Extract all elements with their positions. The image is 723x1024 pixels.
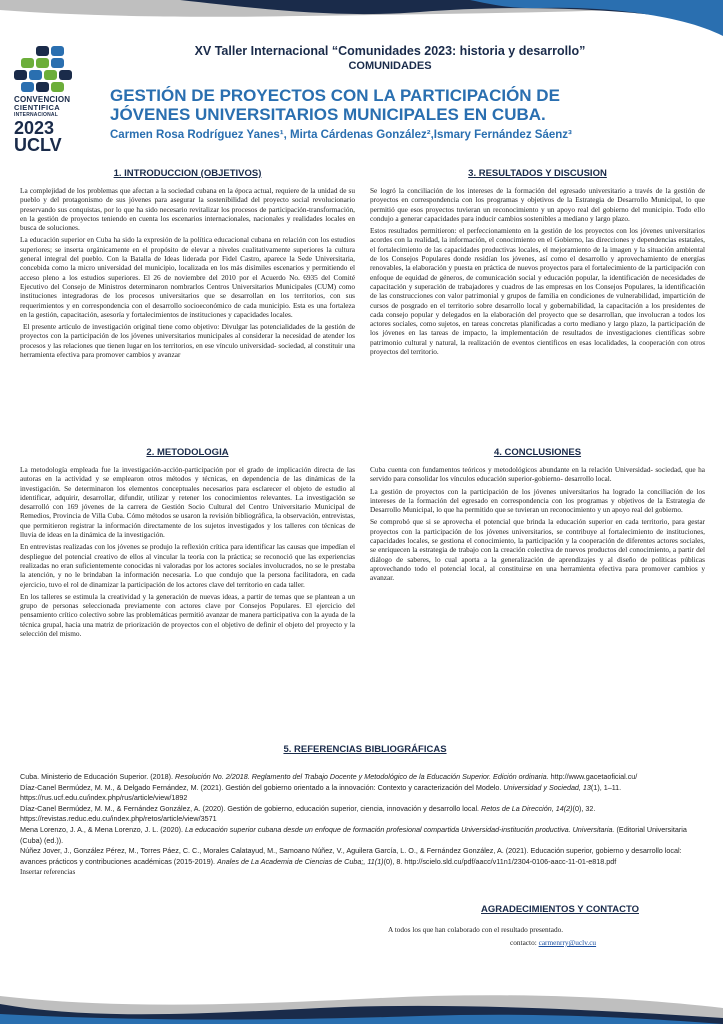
references-heading: 5. REFERENCIAS BIBLIOGRÁFICAS	[283, 744, 447, 755]
results-paragraph-1: Se logró la conciliación de los intereses de la formación del egresado universitario a través de la gestión de proyectos en correspondencia con los programas y objetivos de la Estrategia de Desarrollo Municipal, lo que permitió que esos proyectos tuvieran un reconocimiento y un apoyo real del gobierno del municipio. Todo ello condujo a generar capacidades para inducir cambios sostenibles a mediano y largo plazo.	[370, 186, 705, 223]
reference-item: Mena Lorenzo, J. A., & Mena Lorenzo, J. L. (2020). La educación superior cubana desde un enfoque de formación profesional compartida Universidad-institución productiva. Universitaria. (Editorial Universitaria (Cuba) (ed.)).	[20, 824, 687, 845]
conclusions-paragraph-3: Se comprobó que si se aprovecha el potencial que brinda la educación superior en cada territorio, para gestar proyectos con la participación de los jóvenes universitarios, se contribuye al fortalecimiento de instituciones, capacidades locales, se gestiona el conocimiento, la participación y la cooperación de diferentes actores sociales, se enriquecen la estrategia de trabajo con la creación colectiva de nuevos productos del conocimiento, a partir del diálogo de saberes, lo cual aporta a la generalización de aprendizajes y al diseño de políticas públicas aprovechando todo el potencial local, al constituirse en una herramienta efectiva para promover cambios y avanzar.	[370, 517, 705, 583]
insert-references-note: Insertar referencias	[20, 868, 76, 877]
conference-title: XV Taller Internacional “Comunidades 2023: historia y desarrollo”	[194, 44, 586, 58]
conclusions-heading: 4. CONCLUSIONES	[493, 447, 582, 458]
logo-line2: CIENTIFICA	[14, 103, 61, 112]
intro-paragraph-2: La educación superior en Cuba ha sido la expresión de la política educacional cubana en relación con los estudios superiores; se inserta orgánicamente en el propósito de elevar a niveles cualitativamente superiores la cultura general integral del pueblo. Con la Batalla de Ideas liderada por Fidel Castro, aparece la Sede Universitaria, concebida como la micro universidad del municipio, localizada en los más disímiles escenarios y permitiendo el acceso pleno a los estudios superiores. El 26 de noviembre del 2010 por el Acuerdo No. 6935 del Comité Ejecutivo del Consejo de Ministros determinaron nombrarlos Centros Universitarios Municipales (CUM) como instituciones integradoras de los procesos universitarios que se desarrollan en los territorios, con sus requerimientos y en correspondencia con el desarrollo socioeconómico de cada municipio. Esta es una fortaleza en la gestión, capacitación, asesoría y fortalecimientos de instituciones y capacidades locales.	[20, 235, 355, 319]
results-paragraph-2: Estos resultados permitieron: el perfeccionamiento en la gestión de los proyectos con los jóvenes universitarios acordes con la realidad, la información, el conocimiento en el Gobierno, las direcciones y dependencias estatales, el fortalecimiento de las capacidades productivas locales, el mejoramiento de la imagen y la situación ambiental de los Consejos Populares donde residían los jóvenes, así como el desarrollo y aprovechamiento de energías renovables, la elaboración y puesta en práctica de nuevos proyectos para el fortalecimiento de la participación con enfoque de equidad de géneros, de comunicación social y educación popular, la identificación de necesidades de capacitación y superación de trabajadores y cuadros de las empresas en los Consejos Populares, la identificación de las construcciones con valor patrimonial y grupos de familia en condiciones de vulnerabilidad, impartición de cursos de posgrado en el territorio sobre desarrollo local y gobernabilidad, la capacitación a los presidentes de cada consejo popular y delegados en la elaboración del proyecto que se desarrollan, que involucran a todos los actores sociales, como sujetos, en tareas concretas planificadas a corto mediano y largo plazo, la participación de los jóvenes en las tareas de impacto, la implementación de resultados de investigaciones científicas sobre patrimonio cultural y natural, la realización de eventos científicos en esas localidades, la cooperación con otros proyectos del territorio.	[370, 226, 705, 357]
poster-title-line2: JÓVENES UNIVERSITARIOS MUNICIPALES EN CUBA.	[110, 105, 546, 124]
poster-title-line1: GESTIÓN DE PROYECTOS CON LA PARTICIPACIÓN DE	[110, 86, 560, 105]
uclv-logo	[14, 46, 72, 154]
conference-subtitle: COMUNIDADES	[348, 60, 432, 72]
method-paragraph-2: En entrevistas realizadas con los jóvenes se produjo la reflexión crítica para identificar las causas que impedían el despliegue del potencial creativo de ellos al vincular la teoría con la práctica; se reconoció que las experiencias realizadas no eran suficientemente conocidas ni valoradas por los actores sociales involucrados, no se le prestaba la atención, y no le brindaban la información necesaria. Lo que condujo que la persona facilitadora, en cada ejercicio, tuvo el rol de dinamizar la participación de los actores clave del territorio en cada taller.	[20, 542, 355, 589]
intro-body	[20, 186, 355, 362]
logo-line1: CONVENCION	[14, 95, 71, 104]
logo-uclv: UCLV	[14, 135, 62, 155]
contact-email-link[interactable]: carmenrry@uclv.cu	[538, 938, 597, 947]
logo-year: 2023	[14, 118, 55, 138]
bottom-wave-decoration	[0, 974, 723, 1024]
reference-item: Cuba. Ministerio de Educación Superior. (2018). Resolución No. 2/2018. Reglamento del Trabajo Docente y Metodológico de la Educación Superior. Edición ordinaria. http://www.gacetaoficial.cu/	[20, 772, 638, 781]
results-body	[370, 186, 705, 359]
reference-item: Núñez Jover, J., González Pérez, M., Torres Páez, C. C., Morales Calatayud, M., Samoano Núñez, V., Aguilera García, L. O., & Fernández González, A. (2021). Educación superior, gobierno y desarrollo local: avances prácticos y contribuciones académicas (2015-2019). Anales de La Academia de Ciencias de Cuba;, 11(1)(0), 8. http://scielo.sld.cu/pdf/aacc/v11n1/2304-0106-aacc-11-01-e818.pdf	[20, 846, 682, 866]
reference-item: Díaz-Canel Bermúdez, M. M., & Delgado Fernández, M. (2021). Gestión del gobierno orientado a la innovación: Contexto y caracterización del Modelo. Universidad y Sociedad, 13(1), 1–11. https://rus.ucf.edu.cu/index.php/rus/article/view/1892	[20, 782, 622, 803]
logo-line3: INTERNACIONAL	[14, 112, 58, 118]
results-heading: 3. RESULTADOS Y DISCUSION	[468, 168, 607, 179]
references-list	[20, 772, 710, 878]
top-wave-decoration	[0, 0, 723, 40]
method-paragraph-1: La metodología empleada fue la investigación-acción-participación por el grado de implicación directa de las autoras en la actividad y se emplearon otros métodos y técnicas, en dependencia de las dinámicas de la investigación. Se determinaron los elementos conceptuales necesarios para esclarecer el objeto de estudio al identificar, adquirir, desarrollar, difundir, utilizar y retener los conocimientos relevantes. La investigación se desarrolló con 169 jóvenes de la carrera de Gestión Socio Cultural del Centro Universitario Municipal de Remedios, Provincia de Villa Cuba. Cómo métodos se usaron la revisión bibliográfica, la observación, entrevistas, que permitieron registrar la información directamente de los sujetos investigados y los talleres con técnicas de lluvia de ideas en la dinámica de la investigación.	[20, 465, 355, 540]
conclusions-paragraph-2: La gestión de proyectos con la participación de los jóvenes universitarios ha logrado la conciliación de los intereses de la formación del egresado en correspondencia con los programas y objetivos de la Estrategia de Desarrollo Municipal, lo que ha permitido que se tuvieran un reconocimiento y un apoyo real del gobierno.	[370, 486, 705, 515]
method-heading: 2. METODOLOGIA	[146, 447, 229, 458]
intro-paragraph-3: El presente artículo de investigación original tiene como objetivo: Divulgar las potencialidades de la gestión de proyectos con la participación de los jóvenes universitarios municipales al considerar la necesidad de atender los procesos y las relaciones que tienen lugar en los territorios, en ese vínculo universidad- sociedad, al constituir una herramienta efectiva para promover cambios y avanzar	[20, 322, 355, 360]
reference-item: Díaz-Canel Bermúdez, M. M., & Fernández González, A. (2020). Gestión de gobierno, educación superior, ciencia, innovación y desarrollo local. Retos de La Dirección, 14(2)(0), 32. https://revistas.reduc.edu.cu/index.php/retos/article/view/3571	[20, 803, 596, 824]
ack-text: A todos los que han colaborado con el resultado presentado.	[388, 925, 564, 934]
method-body	[20, 465, 355, 641]
intro-paragraph-1: La complejidad de los problemas que afectan a la sociedad cubana en la época actual, requiere de la unidad de su pueblo y del protagonismo de sus jóvenes para asegurar la sostenibilidad del proyecto social revolucionario preservando sus conquistas, por lo que ha sido necesario revitalizar los procesos de participación-transformación, en la gestión de proyectos teniendo en cuenta los escenarios internacionales, nacionales y realidades locales en busca de soluciones.	[20, 186, 355, 233]
method-paragraph-3: En los talleres se estimula la creatividad y la generación de nuevas ideas, a partir de temas que se plantean a un grupo de personas seleccionada previamente con actores clave por Consejos Populares. El ejercicio del pensamiento crítico colectivo sobre las problemáticas permitió avanzar de manera participativa con la ayuda de la técnica grupal, hacia una matriz de priorización de proyectos con el objetivo de definir el objeto del proyecto y la selección del mismo.	[20, 591, 355, 639]
contact-line	[510, 938, 710, 948]
logo-mosaic-icon	[14, 46, 72, 92]
authors: Carmen Rosa Rodríguez Yanes¹, Mirta Cárdenas González²,Ismary Fernández Sáenz³	[110, 129, 572, 141]
intro-heading: 1. INTRODUCCION (OBJETIVOS)	[113, 168, 262, 179]
ack-heading: AGRADECIMIENTOS Y CONTACTO	[481, 904, 639, 915]
header	[80, 44, 700, 74]
poster-title	[110, 86, 710, 124]
conclusions-paragraph-1: Cuba cuenta con fundamentos teóricos y metodológicos abundante en la relación Universidad- sociedad, que ha servido para consolidar los vínculos educación superior-gobierno- desarrollo local.	[370, 465, 705, 484]
contact-label: contacto:	[510, 938, 539, 947]
conclusions-body	[370, 465, 705, 586]
